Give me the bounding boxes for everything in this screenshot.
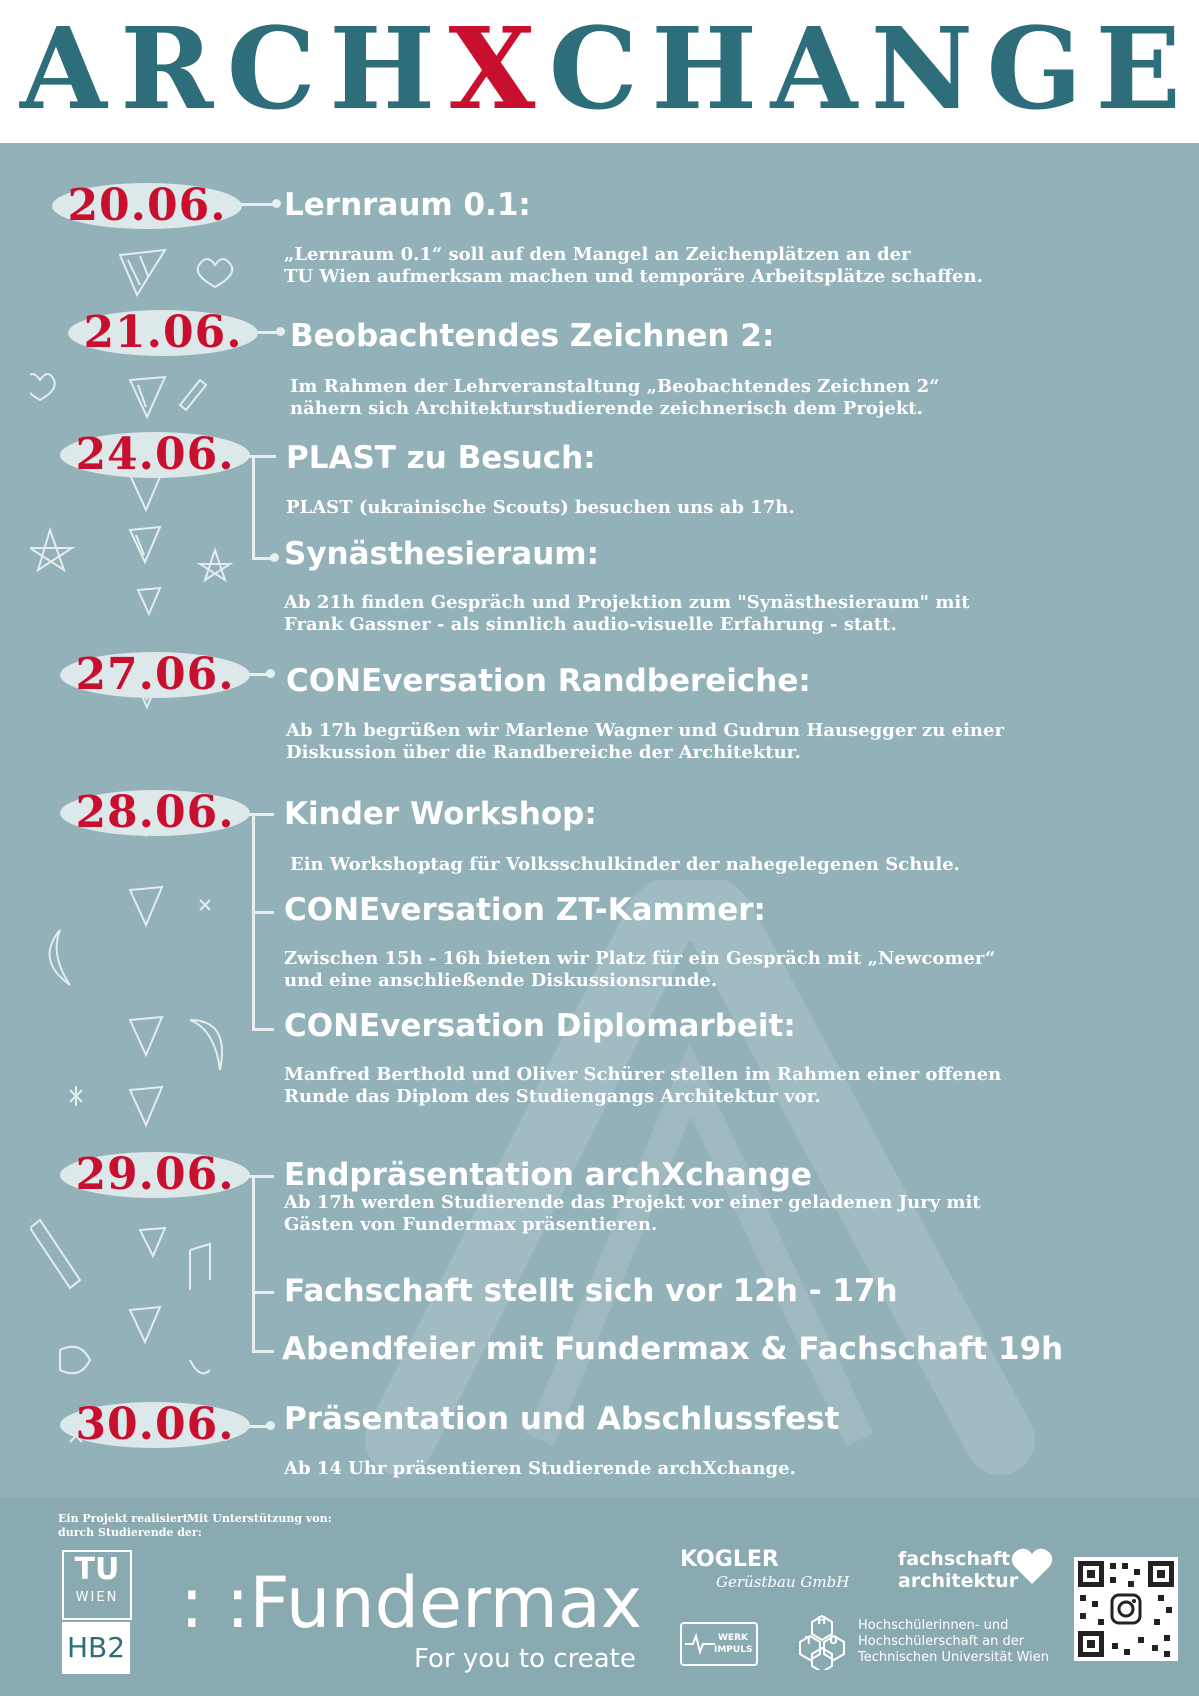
event-description: Frank Gassner - als sinnlich audio-visuelle Erfahrung - statt. [284,614,897,635]
moon-doodle [50,930,70,985]
event-description: Ab 14 Uhr präsentieren Studierende archXchange. [284,1458,796,1479]
doodles-column [30,230,250,1460]
tu-wien-logo: TU WIEN [62,1550,132,1620]
event-description: und eine anschließende Diskussionsrunde. [284,970,718,991]
note-doodle [190,1244,210,1290]
title-letter: A [770,4,858,135]
title-letter: A [20,4,107,135]
event-description: Ab 21h finden Gespräch und Projektion zum "Synästhesieraum" mit [284,592,970,613]
connector-dot [276,327,285,336]
kogler-logo: KOGLER [680,1547,779,1572]
title-letter: H [329,4,436,135]
qr-pattern [1074,1557,1178,1661]
title-letter: R [120,4,214,135]
htu-letter: T [805,1634,813,1647]
date-badge: 24.06. [60,432,250,478]
connector [252,911,274,914]
date-badge: 28.06. [60,790,250,836]
connector [252,1028,274,1031]
hb2-logo: HB2 [62,1622,130,1674]
event-heading: Lernraum 0.1: [284,187,531,223]
pulse-icon [685,1632,715,1656]
project-by-line2: durch Studierende der: [58,1526,202,1539]
poster-title [0,4,1199,135]
event-description: Ein Workshoptag für Volksschulkinder der nahegelegenen Schule. [290,854,960,875]
event-description: TU Wien aufmerksam machen und temporäre Arbeitsplätze schaffen. [284,266,983,287]
kogler-subtitle: Gerüstbau GmbH [716,1573,850,1591]
project-by-line1: Ein Projekt realisiert [58,1512,188,1525]
event-description: Ab 17h werden Studierende das Projekt vor einer geladenen Jury mit [284,1192,981,1213]
event-description: Zwischen 15h - 16h bieten wir Platz für ein Gespräch mit „Newcomer“ [284,948,996,969]
date-badge: 20.06. [52,183,242,229]
htu-letter: U [829,1634,838,1647]
event-description: Im Rahmen der Lehrveranstaltung „Beobachtendes Zeichnen 2“ [290,376,940,397]
date-badge: 30.06. [60,1402,250,1448]
title-letter: C [226,4,316,135]
instagram-qr-code[interactable] [1074,1557,1178,1661]
title-letter: H [651,4,758,135]
fundermax-tagline: For you to create [414,1644,636,1674]
event-description: Runde das Diplom des Studiengangs Architektur vor. [284,1086,821,1107]
event-heading: Fachschaft stellt sich vor 12h - 17h [284,1273,898,1309]
event-description: Gästen von Fundermax präsentieren. [284,1214,658,1235]
title-letter: E [1095,4,1181,135]
fachschaft-logo: fachschaft architektur [898,1548,1019,1592]
event-description: Manfred Berthold und Oliver Schürer stellen im Rahmen einer offenen [284,1064,1002,1085]
title-letter: N [870,4,974,135]
event-description: nähern sich Architekturstudierende zeichnerisch dem Projekt. [290,398,923,419]
connector [252,1350,274,1353]
event-heading: PLAST zu Besuch: [286,440,596,476]
event-description: Ab 17h begrüßen wir Marlene Wagner und Gudrun Hausegger zu einer [286,720,1004,741]
event-heading: Präsentation und Abschlussfest [284,1401,840,1437]
heart-doodle [198,259,233,287]
connector [252,455,255,560]
fundermax-logo: : :Fundermax [180,1562,643,1644]
event-description: Diskussion über die Randbereiche der Architektur. [286,742,801,763]
date-badge: 29.06. [60,1152,250,1198]
date-badge: 21.06. [68,310,258,356]
title-letter: C [548,4,638,135]
bottle-doodle [30,1208,80,1288]
title-letter: G [986,4,1083,135]
triangle-doodle [120,250,165,295]
heart-icon [1010,1546,1054,1586]
connector-dot [272,199,281,208]
date-badge: 27.06. [60,652,250,698]
event-heading: CONEversation ZT-Kammer: [284,892,766,928]
event-heading: Abendfeier mit Fundermax & Fachschaft 19h [282,1331,1064,1367]
connector [252,1175,255,1353]
event-heading: Endpräsentation archXchange [284,1157,812,1193]
werkimpuls-logo: WERK IMPULS [680,1622,758,1666]
title-x: X [448,4,536,135]
event-heading: CONEversation Diplomarbeit: [284,1008,796,1044]
connector-dot [266,669,275,678]
star-doodle [30,530,72,570]
event-heading: Synästhesieraum: [284,536,599,572]
event-description: „Lernraum 0.1“ soll auf den Mangel an Zeichenplätzen an der [284,244,911,265]
support-label: Mit Unterstützung von: [187,1512,332,1525]
connector [252,813,255,1031]
event-heading: Beobachtendes Zeichnen 2: [290,318,775,354]
hochschuelerschaft-text: Hochschülerinnen- und Hochschülerschaft an der Technischen Universität Wien [858,1618,1049,1665]
event-heading: CONEversation Randbereiche: [286,663,811,699]
htu-letter: H [817,1614,827,1627]
connector-dot [266,1421,275,1430]
connector [252,1291,274,1294]
event-heading: Kinder Workshop: [284,796,597,832]
connector-dot [270,553,279,562]
event-description: PLAST (ukrainische Scouts) besuchen uns ab 17h. [286,497,795,518]
